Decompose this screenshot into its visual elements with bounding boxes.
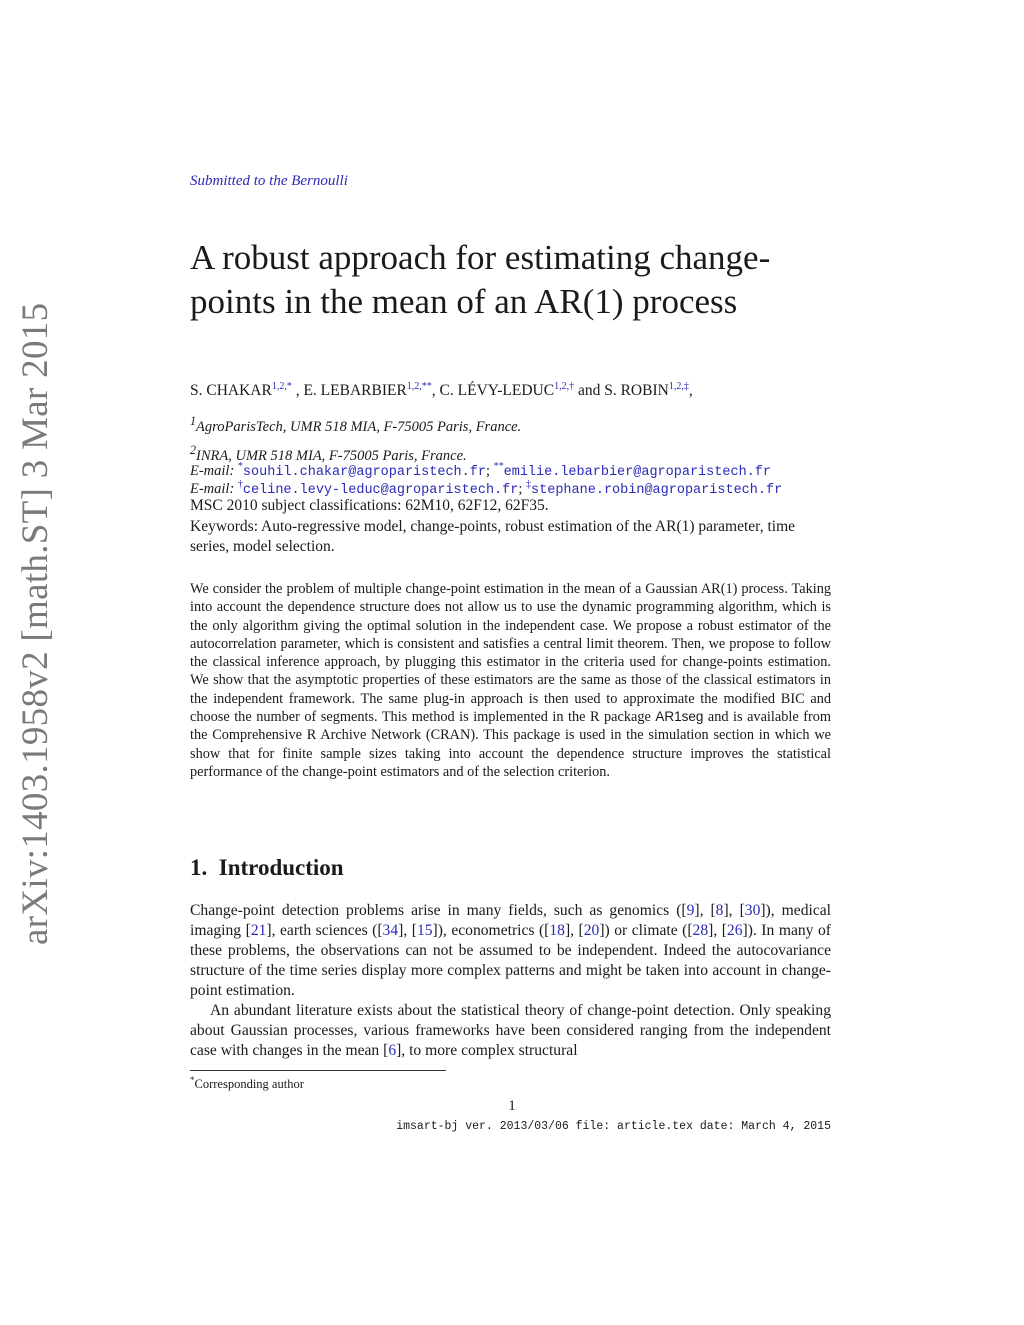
paper-title: A robust approach for estimating change-points in the mean of an AR(1) process [190,238,771,321]
affiliation-2-text: INRA, UMR 518 MIA, F-75005 Paris, France. [196,447,467,464]
email-label: E-mail: [190,480,235,497]
email-marker: † [237,479,243,490]
author-affiliation-marker: 1,2,† [554,381,575,392]
section-number: 1. [190,855,208,880]
email-marker: ‡ [526,479,532,490]
citation-link[interactable]: 9 [686,902,695,919]
package-name: AR1seg [655,709,704,725]
paragraph-text: ], [ [708,922,727,939]
email-separator: ; [485,462,494,479]
citation-link[interactable]: 28 [692,922,709,939]
affiliation-1 [190,414,831,436]
citation-link[interactable]: 26 [726,922,743,939]
citation-link[interactable]: 34 [382,922,399,939]
email-label: E-mail: [190,462,235,479]
paragraph [190,1001,831,1061]
page-number: 1 [508,1098,516,1114]
abstract-text: We consider the problem of multiple change-point estimation in the mean of a Gaussian AR(1) process. Taking into account the dependence structure does not allow us to use the dynamic programming algorithm, which is the only algorithm giving the optimal solution in the independent case. We propose a robust estimator of the autocorrelation parameter, which is consistent and satisfies a central limit theorem. Then, we propose to follow the classical inference approach, by plugging this estimator in the criteria used for change-points estimation. We show that the asymptotic properties of these estimators are the same as those of the classical estimators in the independent framework. The same plug-in approach is then used to approximate the modified BIC and choose the number of segments. This method is implemented in the R package [190,581,831,726]
email-marker: * [237,461,243,472]
footnote-rule [190,1070,446,1071]
arxiv-identifier: arXiv:1403.1958v2 [math.ST] 3 Mar 2015 [15,302,56,945]
citation-link[interactable]: 20 [583,922,600,939]
author-name: E. LEBARBIER [303,382,407,400]
author-separator: , [688,382,693,400]
author-name: S. ROBIN [604,382,669,400]
author-affiliation-marker: 1,2,* [271,381,292,392]
introduction-body [190,901,831,1061]
author-name: S. CHAKAR [190,382,272,400]
paragraph-text: ]), medical imaging [ [190,902,832,939]
footnote-text: Corresponding author [194,1077,304,1092]
email-link[interactable]: emilie.lebarbier@agroparistech.fr [503,464,771,480]
citation-link[interactable]: 15 [416,922,433,939]
paragraph-text: ], [ [723,902,745,919]
paragraph-text: ], [ [694,902,716,919]
author-affiliation-marker: 1,2,** [406,381,432,392]
paragraph-text: ], [ [564,922,584,939]
author-affiliation-marker: 1,2,‡ [668,381,689,392]
keywords: Keywords: Auto-regressive model, change-points, robust estimation of the AR(1) parameter, time series, model selection. [190,518,796,555]
citation-link[interactable]: 8 [715,902,724,919]
paragraph-text: Change-point detection problems arise in many fields, such as genomics ([ [190,902,687,919]
affiliation-1-marker: 1 [190,414,197,428]
paragraph-text: ], earth sciences ([ [266,922,383,939]
email-line-2 [190,479,831,498]
footnote-marker: * [190,1075,195,1085]
affiliation-1-text: AgroParisTech, UMR 518 MIA, F-75005 Paris, France. [196,418,522,435]
paragraph-text: ]) or climate ([ [599,922,693,939]
imsart-footer: imsart-bj ver. 2013/03/06 file: article.tex date: March 4, 2015 [396,1120,831,1133]
affiliation-2-marker: 2 [190,443,197,457]
abstract [190,580,831,781]
msc-classifications: MSC 2010 subject classifications: 62M10, 62F12, 62F35. [190,497,549,514]
section-heading [190,855,831,881]
email-line-1 [190,461,831,480]
email-link[interactable]: stephane.robin@agroparistech.fr [531,482,783,498]
paragraph-text: ]). In many of these problems, the observations can not be assumed to be independent. Indeed the autocovariance structure of the time series display more complex patterns and might be taken into account in change-point estimation. [190,922,831,999]
author-list [190,381,831,400]
paragraph-text: ]), econometrics ([ [432,922,550,939]
email-separator: ; [518,480,527,497]
author-separator: and [574,382,605,400]
author-separator: , [291,382,304,400]
journal-submission-note: Submitted to the Bernoulli [190,173,348,189]
email-marker: ** [493,461,504,472]
abstract-text: and is available from the Comprehensive R Archive Network (CRAN). This package is used in the simulation section in which we show that for finite sample sizes taking into account the dependence structure improves the statistical performance of the change-point estimators and of the selection criterion. [190,709,831,780]
email-link[interactable]: souhil.chakar@agroparistech.fr [242,464,486,480]
footnote [190,1075,831,1092]
citation-link[interactable]: 30 [744,902,761,919]
paragraph-text: An abundant literature exists about the statistical theory of change-point detection. Only speaking about Gaussian processes, various frameworks have been considered ranging from the independent case with changes in the mean [ [190,1002,831,1059]
paragraph [190,901,831,1001]
citation-link[interactable]: 18 [549,922,565,939]
paragraph-text: ], to more complex structural [396,1042,578,1059]
citation-link[interactable]: 21 [250,922,267,939]
email-link[interactable]: celine.levy-leduc@agroparistech.fr [242,482,519,498]
author-separator: , [431,382,440,400]
section-title: Introduction [218,855,344,880]
paragraph-text: ], [ [398,922,417,939]
author-name: C. LÉVY-LEDUC [439,382,555,400]
citation-link[interactable]: 6 [388,1042,397,1059]
